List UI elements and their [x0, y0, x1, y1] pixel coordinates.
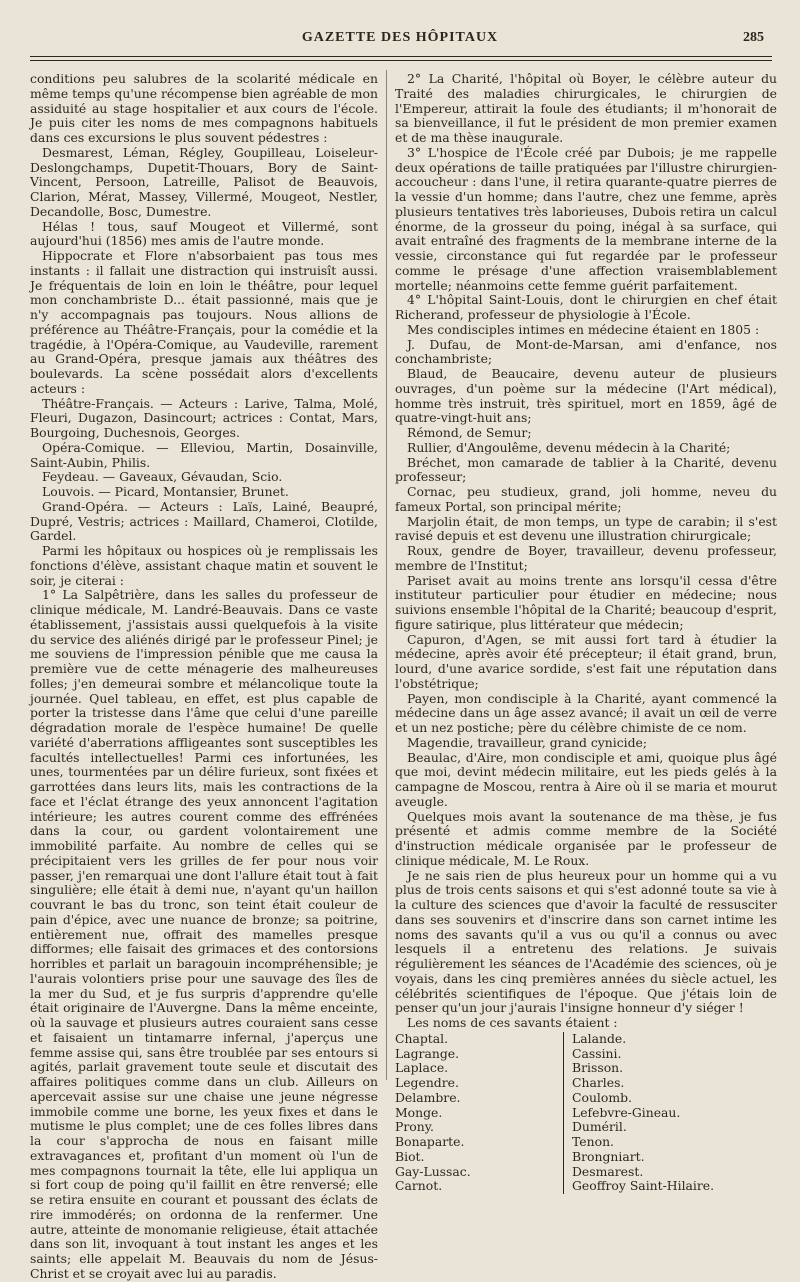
- paragraph: 1° La Salpêtrière, dans les salles du professeur de clinique médicale, M. Landré-Beauvais. Dans ce vaste établissement, j'assistais aussi quelquefois à la visite du service des aliénés dirigé par le professeur Pinel; je me souviens de l'impression pénible que me causa la première vue de cette ménagerie des malheureuses folles; j'en demeurai sombre et mélancolique toute la journée. Quel tableau, en effet, est plus capable de porter la tristesse dans l'âme que celui d'une pareille dégradation morale de l'espèce humaine! De quelle variété d'aberrations affligeantes sont susceptibles les facultés intellectuelles! Parmi ces infortunées, les unes, tourmentées par un délire furieux, sont fixées et garrottées dans leurs lits, mais les contractions de la face et l'éclat étrange des yeux annoncent l'agitation intérieure; les autres courent comme des effrénées dans la cour, ou gardent volontairement une immobilité parfaite. Au nombre de celles qui se précipitaient vers les grilles de fer pour nous voir passer, j'en remarquai une dont l'allure était tout à fait singulière; elle était à demi nue, n'ayant qu'un haillon couvrant le bas du tronc, son teint était couleur de pain d'épice, avec une nuance de bronze; sa poitrine, entièrement nue, offrait des mamelles presque difformes; elle faisait des grimaces et des contorsions horribles et parlait un baragouin incompréhensible; je l'aurais volontiers prise pour une sauvage des îles de la mer du Sud, et je fus surpris d'apprendre qu'elle était originaire de l'Auvergne. Dans la même enceinte, où la sauvage et plusieurs autres couraient sans cesse et faisaient un tintamarre infernal, j'aperçus une femme assise qui, sans être troublée par ses entours si agités, parlait gravement toute seule et discutait des affaires politiques comme dans un club. Ailleurs on apercevait assise sur une chaise une jeune négresse immobile comme une borne, les yeux fixes et dans le mutisme le plus complet; une de ces folles libres dans la cour s'approcha de nous en faisant mille extravagances et, profitant d'un moment où l'un de mes compagnons tournait la tête, elle lui appliqua un si fort coup de poing qu'il faillit en être renversé; elle se retira ensuite en courant et poussant des éclats de rire immodérés; on ordonna de la renfermer. Une autre, atteinte de monomanie religieuse, était attachée dans son lit, invoquant à tout instant les anges et les saints; elle appelait M. Beauvais du nom de Jésus-Christ et se croyait avec lui au paradis.: [30, 587, 378, 1281]
- list-item: Monge.: [395, 1104, 443, 1120]
- paragraph: Opéra-Comique. — Elleviou, Martin, Dosainville, Saint-Aubin, Philis.: [30, 439, 378, 470]
- paragraph: Je ne sais rien de plus heureux pour un homme qui a vu plus de trois cents saisons et qui s'est adonné toute sa vie à la culture des sciences que d'avoir la faculté de ressusciter dans ses souvenirs et d'inscrire dans son carnet intime les noms des savants qu'il a vus ou qu'il a connus ou avec lesquels il a entretenu des relations. Je suivais régulièrement les séances de l'Académie des sciences, où je voyais, dans les cinq premières années du siècle actuel, les célébrités scientifiques de l'époque. Que j'étais loin de penser qu'un jour j'aurais l'insigne honneur d'y siéger !: [395, 867, 777, 1016]
- paragraph: Bréchet, mon camarade de tablier à la Charité, devenu professeur;: [395, 454, 777, 485]
- list-item: Duméril.: [572, 1119, 627, 1135]
- list-item: Legendre.: [395, 1075, 459, 1090]
- paragraph: 3° L'hospice de l'École créé par Dubois; je me rappelle deux opérations de taille pratiquées par l'illustre chirurgien-accoucheur : dans l'une, il retira quarante-quatre pierres de la vessie d'un homme; dans l'autre, chez une femme, après plusieurs tentatives très laborieuses, Dubois retira un calcul énorme, de la grosseur du poing, inégal à sa surface, qui avait entraîné des fragments de la membrane interne de la vessie, circonstance qui fut regardée par le professeur comme le présage d'une affection vraisemblablement mortelle; néanmoins cette femme guérit parfaitement.: [395, 144, 777, 293]
- paragraph: Cornac, peu studieux, grand, joli homme, neveu du fameux Portal, son principal mérite;: [395, 484, 777, 514]
- paragraph: Grand-Opéra. — Acteurs : Laïs, Lainé, Beaupré, Dupré, Vestris; actrices : Maillard, Chameroi, Clotilde, Gardel.: [30, 498, 378, 544]
- list-item: Carnot.: [395, 1178, 443, 1194]
- list-item: Lagrange.: [395, 1045, 460, 1061]
- paragraph: Pariset avait au moins trente ans lorsqu'il cessa d'être instituteur particulier pour étudier en médecine; nous suivions ensemble l'hôpital de la Charité; beaucoup d'esprit, figure satirique, plus littérateur que médecin;: [395, 572, 777, 632]
- paragraph: Beaulac, d'Aire, mon condisciple et ami, quoique plus âgé que moi, devint médecin militaire, eut les pieds gelés à la campagne de Moscou, rentra à Aire où il se maria et mourut aveugle.: [395, 749, 777, 809]
- paragraph: conditions peu salubres de la scolarité médicale en mêmе temps qu'une récompense bien agréable de mon assiduité au stage hospitalier et aux cours de l'école. Je puis citer les noms de mes compagnons habituels dans ces excursions le plus souvent pédestres :: [30, 71, 378, 145]
- paragraph: Théâtre-Français. — Acteurs : Larive, Talma, Molé, Fleuri, Dugazon, Dasincourt; actrices : Contat, Mars, Bourgoing, Duchesnois, Georges.: [30, 395, 378, 440]
- list-item: Desmarest.: [572, 1163, 644, 1179]
- paragraph: Quelques mois avant la soutenance de ma thèse, je fus présenté et admis comme membre de la Société d'instruction médicale organisée par le professeur de clinique médicale, M. Le Roux.: [395, 808, 777, 868]
- paragraph: 4° L'hôpital Saint-Louis, dont le chirurgien en chef était Richerand, professeur de physiologie à l'École.: [395, 292, 777, 322]
- list-item: Chaptal.: [395, 1030, 449, 1046]
- list-item: Laplace.: [395, 1060, 449, 1076]
- list-item: Bonaparte.: [395, 1134, 465, 1149]
- list-item: Delambre.: [395, 1089, 461, 1105]
- list-item: Coulomb.: [572, 1089, 632, 1105]
- savants-column-2: [563, 1032, 714, 1194]
- paragraph: 2° La Charité, l'hôpital où Boyer, le célèbre auteur du Traité des maladies chirurgicales, le chirurgien de l'Empereur, attirait la foule des étudiants; il m'honorait de sa bienveillance, il fut le président de mon premier examen et de ma thèse inaugurale.: [395, 71, 777, 145]
- paragraph: Magendie, travailleur, grand cynicide;: [407, 734, 648, 750]
- paragraph: Capuron, d'Agen, se mit aussi fort tard à étudier la médecine, après avoir été précepteur; il était grand, brun, lourd, d'une avarice sordide, s'est fait une réputation dans l'obstétrique;: [395, 631, 777, 691]
- list-item: Prony.: [395, 1119, 434, 1135]
- paragraph: Marjolin était, de mon temps, un type de carabin; il s'est ravisé depuis et est devenu une illustration chirurgicale;: [395, 513, 777, 544]
- paragraph: Mes condisciples intimes en médecine étaient en 1805 :: [407, 321, 760, 337]
- paragraph: Hippocrate et Flore n'absorbaient pas tous mes instants : il fallait une distraction qui instruisît aussi. Je fréquentais de loin en loin le théâtre, pour lequel mon conchambriste D... était passionné, mais que je n'y accompagnais pas toujours. Nous allions de préférence au Théâtre-Français, pour la comédie et la tragédie, à l'Opéra-Comique, au Vaudeville, rarement au Grand-Opéra, presque jamais aux théâtres des boulevards. La scène possédait alors d'excellents acteurs :: [30, 248, 378, 396]
- paragraph: Les noms de ces savants étaient :: [407, 1015, 618, 1030]
- list-item: Tenon.: [572, 1134, 614, 1149]
- right-column: [395, 72, 777, 1194]
- page-header: [28, 28, 772, 50]
- paragraph: Payen, mon condisciple à la Charité, ayant commencé la médecine dans un âge assez avancé; il avait un œil de verre et un nez postiche; père du célèbre chimiste de ce nom.: [395, 690, 777, 735]
- list-item: Lefebvre-Gineau.: [572, 1104, 681, 1120]
- paragraph: Rullier, d'Angoulême, devenu médecin à la Charité;: [407, 439, 731, 455]
- savants-list: [395, 1032, 777, 1194]
- list-item: Cassini.: [572, 1045, 622, 1061]
- paragraph: Blaud, de Beaucaire, devenu auteur de plusieurs ouvrages, d'un poème sur la médecine (l'Art médical), homme très instruit, très spirituel, mort en 1859, âgé de quatre-vingt-huit ans;: [395, 366, 777, 426]
- journal-title: GAZETTE DES HÔPITAUX: [301, 30, 499, 45]
- paragraph: Feydeau. — Gaveaux, Gévaudan, Scio.: [42, 469, 283, 485]
- list-item: Geoffroy Saint-Hilaire.: [572, 1178, 715, 1194]
- header-rule-thin: [30, 60, 772, 61]
- paragraph: Hélas ! tous, sauf Mougeot et Villermé, sont aujourd'hui (1856) mes amis de l'autre monde.: [30, 218, 378, 249]
- paragraph: Rémond, de Semur;: [407, 425, 532, 440]
- list-item: Brongniart.: [572, 1148, 645, 1164]
- paragraph: Louvois. — Picard, Montansier, Brunet.: [42, 484, 289, 499]
- paragraph: J. Dufau, de Mont-de-Marsan, ami d'enfance, nos conchambriste;: [395, 336, 777, 367]
- left-column: [30, 72, 378, 1282]
- paragraph: Parmi les hôpitaux ou hospices où je remplissais les fonctions d'élève, assistant chaque matin et souvent le soir, je citerai :: [30, 543, 378, 588]
- list-item: Gay-Lussac.: [395, 1163, 471, 1179]
- page-number: 285: [743, 30, 764, 45]
- paragraph: Roux, gendre de Boyer, travailleur, devenu professeur, membre de l'Institut;: [395, 543, 777, 573]
- list-item: Biot.: [395, 1148, 425, 1164]
- column-divider: [386, 70, 387, 1080]
- list-item: Brisson.: [572, 1060, 624, 1076]
- list-item: Lalande.: [572, 1030, 627, 1046]
- list-item: Charles.: [572, 1075, 625, 1090]
- paragraph: Desmarest, Léman, Régley, Goupilleau, Loiseleur-Deslongchamps, Dupetit-Thouars, Bory de Saint-Vincent, Persoon, Latreille, Palisot de Beauvois, Clarion, Mérat, Massey, Villermé, Mougeot, Nestler, Decandolle, Bosc, Dumestre.: [30, 144, 378, 219]
- header-rule: [30, 56, 772, 57]
- savants-column-1: [395, 1032, 563, 1194]
